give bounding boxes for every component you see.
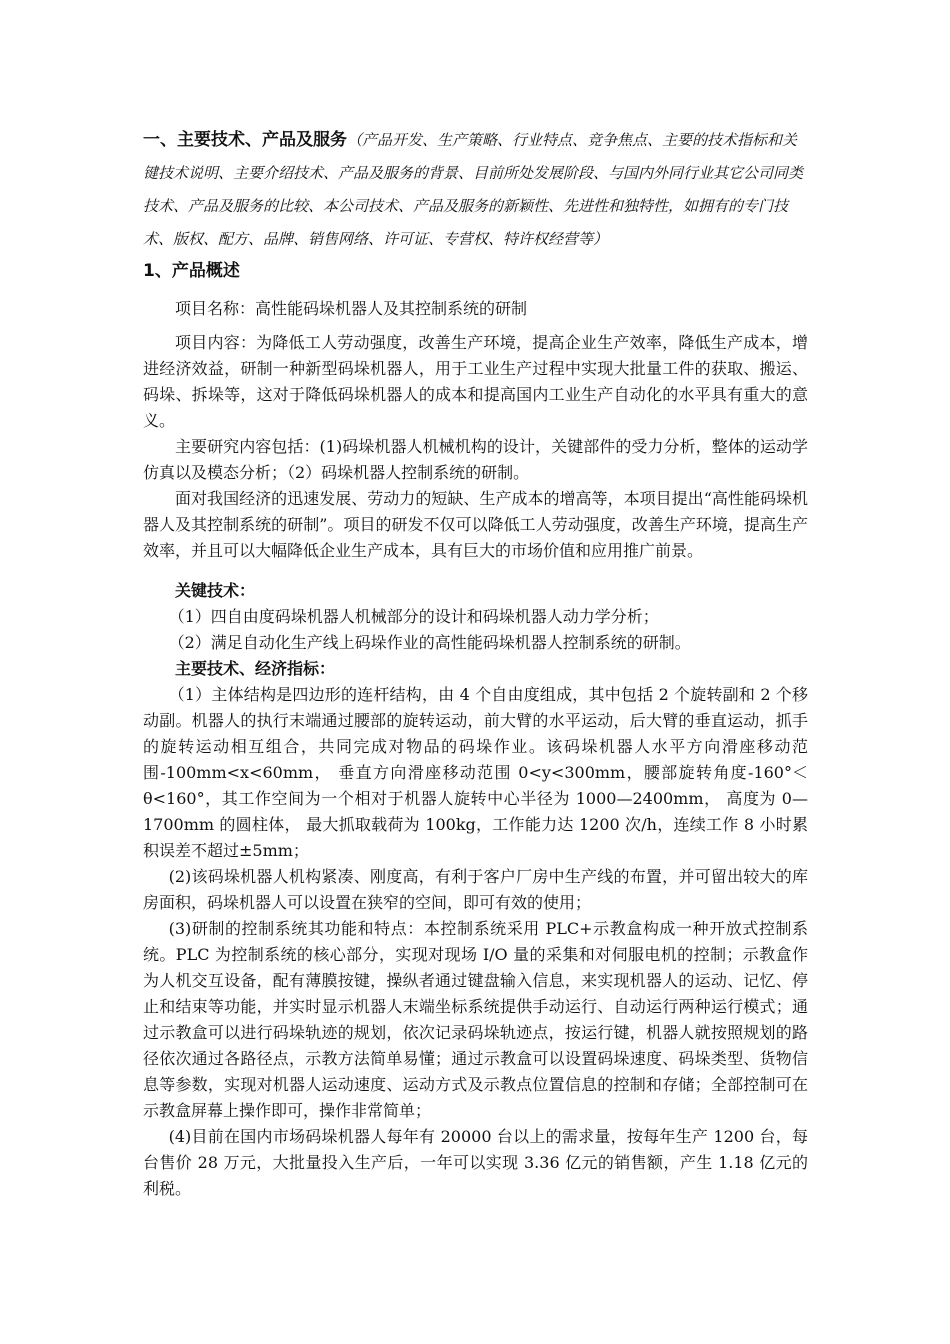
- indicator-item: (2)该码垛机器人机构紧凑、刚度高，有利于客户厂房中生产线的布置，并可留出较大的库房面积，码垛机器人可以设置在狭窄的空间，即可有效的使用；: [143, 867, 808, 912]
- key-tech-item: （1）四自由度码垛机器人机械部分的设计和码垛机器人动力学分析；: [168, 607, 659, 626]
- project-name: 项目名称：高性能码垛机器人及其控制系统的研制: [175, 299, 528, 318]
- project-content: 项目内容：为降低工人劳动强度，改善生产环境，提高企业生产效率，降低生产成本，增进经济效益，研制一种新型码垛机器人，用于工业生产过程中实现大批量工件的获取、搬运、码垛、拆垛等，这对于降低码垛机器人的成本和提高国内工业生产自动化的水平具有重大的意义。: [143, 333, 808, 430]
- indicators-label: 主要技术、经济指标：: [175, 659, 336, 678]
- indicator-item: （1）主体结构是四边形的连杆结构，由 4 个自由度组成，其中包括 2 个旋转副和 2 个移动副。机器人的执行末端通过腰部的旋转运动，前大臂的水平运动，后大臂的垂直运动，抓手的旋转运动相互组合，共同完成对物品的码垛作业。该码垛机器人水平方向滑座移动范围-100mm<x<60mm， 垂直方向滑座移动范围 0<y<300mm，腰部旋转角度-160°＜θ<160°，其工作空间为一个相对于机器人旋转中心半径为 1000—2400mm， 高度为 0—1700mm 的圆柱体， 最大抓取载荷为 100kg，工作能力达 1200 次/h，连续工作 8 小时累积误差不超过±5mm；: [143, 685, 808, 860]
- research-content: 主要研究内容包括：(1)码垛机器人机械机构的设计，关键部件的受力分析，整体的运动学仿真以及模态分析；（2）码垛机器人控制系统的研制。: [143, 437, 808, 482]
- indicator-item: (4)目前在国内市场码垛机器人每年有 20000 台以上的需求量，按每年生产 1200 台，每台售价 28 万元，大批量投入生产后，一年可以实现 3.36 亿元的销售额，产生 1.18 亿元的利税。: [143, 1127, 808, 1198]
- background-paragraph: 面对我国经济的迅速发展、劳动力的短缺、生产成本的增高等，本项目提出“高性能码垛机器人及其控制系统的研制”。项目的研发不仅可以降低工人劳动强度，改善生产环境，提高生产效率，并且可以大幅降低企业生产成本，具有巨大的市场价值和应用推广前景。: [143, 489, 808, 560]
- heading-note: （产品开发、生产策略、行业特点、竞争焦点、主要的技术指标和关键技术说明、主要介绍技术、产品及服务的背景、目前所处发展阶段、与国内外同行业其它公司同类技术、产品及服务的比较、本公司技术、产品及服务的新颖性、先进性和独特性，如拥有的专门技术、版权、配方、品牌、销售网络、许可证、专营权、特许权经营等）: [143, 131, 804, 248]
- key-tech-label-line: [143, 578, 808, 604]
- key-tech-item: （2）满足自动化生产线上码垛作业的高性能码垛机器人控制系统的研制。: [168, 633, 691, 652]
- heading-title: 一、主要技术、产品及服务: [143, 130, 347, 150]
- indicator-item: (3)研制的控制系统其功能和特点：本控制系统采用 PLC+示教盒构成一种开放式控制系统。PLC 为控制系统的核心部分，实现对现场 I/O 量的采集和对伺服电机的控制；示教盒作为人机交互设备，配有薄膜按键，操纵者通过键盘输入信息，来实现机器人的运动、记忆、停止和结束等功能，并实时显示机器人末端坐标系统提供手动运行、自动运行两种运行模式；通过示教盒可以进行码垛轨迹的规划，依次记录码垛轨迹点，按运行键，机器人就按照规划的路径依次通过各路径点，示教方法简单易懂；通过示教盒可以设置码垛速度、码垛类型、货物信息等参数，实现对机器人运动速度、运动方式及示教点位置信息的控制和存储；全部控制可在示教盒屏幕上操作即可，操作非常简单；: [143, 919, 808, 1120]
- main-heading: [143, 124, 808, 256]
- document-body: [143, 296, 808, 1202]
- section-title: 1、产品概述: [143, 261, 240, 281]
- indicators-label-line: [143, 656, 808, 682]
- key-tech-label: 关键技术：: [175, 581, 256, 600]
